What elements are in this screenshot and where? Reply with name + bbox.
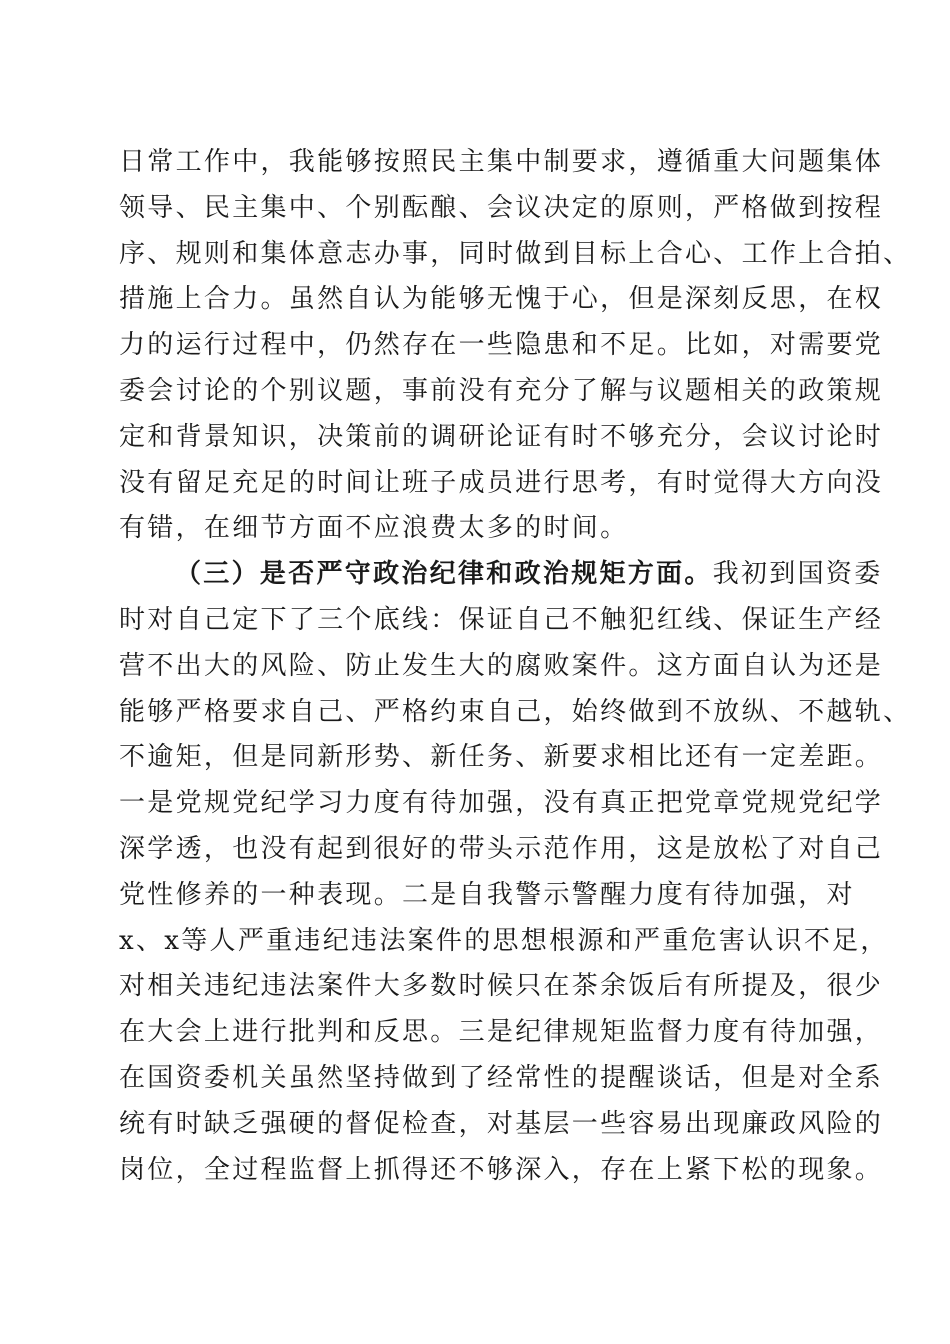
text-line: 没有留足充足的时间让班子成员进行思考，有时觉得大方向没 [119, 467, 884, 498]
text-line: 时对自己定下了三个底线：保证自己不触犯红线、保证生产经 [119, 604, 884, 635]
text-line: 在国资委机关虽然坚持做到了经常性的提醒谈话，但是对全系 [119, 1062, 884, 1093]
text-line: x、x等人严重违纪违法案件的思想根源和严重危害认识不足， [119, 925, 889, 956]
text-line: 一是党规党纪学习力度有待加强，没有真正把党章党规党纪学 [119, 788, 884, 819]
text-line: 力的运行过程中，仍然存在一些隐患和不足。比如，对需要党 [119, 330, 884, 361]
text-line: 党性修养的一种表现。二是自我警示警醒力度有待加强，对 [119, 879, 855, 910]
document-body [119, 140, 912, 1193]
text-line: 在大会上进行批判和反思。三是纪律规矩监督力度有待加强， [119, 1017, 884, 1048]
text-line: 岗位，全过程监督上抓得还不够深入，存在上紧下松的现象。 [119, 1154, 884, 1185]
text-line: 不逾矩，但是同新形势、新任务、新要求相比还有一定差距。 [119, 742, 884, 773]
text-line: 日常工作中，我能够按照民主集中制要求，遵循重大问题集体 [119, 147, 884, 177]
text-line: 措施上合力。虽然自认为能够无愧于心，但是深刻反思，在权 [119, 284, 884, 315]
text-line: 营不出大的风险、防止发生大的腐败案件。这方面自认为还是 [119, 650, 884, 681]
section-3-heading: （三）是否严守政治纪律和政治规矩方面。 [175, 559, 713, 590]
text-line: 序、规则和集体意志办事，同时做到目标上合心、工作上合拍、 [119, 238, 912, 269]
section-3-first-line-text: 我初到国资委 [712, 559, 883, 590]
text-line: 定和背景知识，决策前的调研论证有时不够充分，会议讨论时 [119, 421, 884, 452]
text-line: 对相关违纪违法案件大多数时候只在茶余饭后有所提及，很少 [119, 971, 884, 1002]
text-line: 有错，在细节方面不应浪费太多的时间。 [119, 513, 629, 544]
section-3-first-line [119, 552, 883, 598]
text-line: 能够严格要求自己、严格约束自己，始终做到不放纵、不越轨、 [119, 696, 912, 727]
text-line: 统有时缺乏强硬的督促检查，对基层一些容易出现廉政风险的 [119, 1108, 884, 1139]
text-line: 委会讨论的个别议题，事前没有充分了解与议题相关的政策规 [119, 375, 884, 406]
text-line: 领导、民主集中、个别酝酿、会议决定的原则，严格做到按程 [119, 192, 884, 223]
text-line: 深学透，也没有起到很好的带头示范作用，这是放松了对自己 [119, 833, 884, 864]
